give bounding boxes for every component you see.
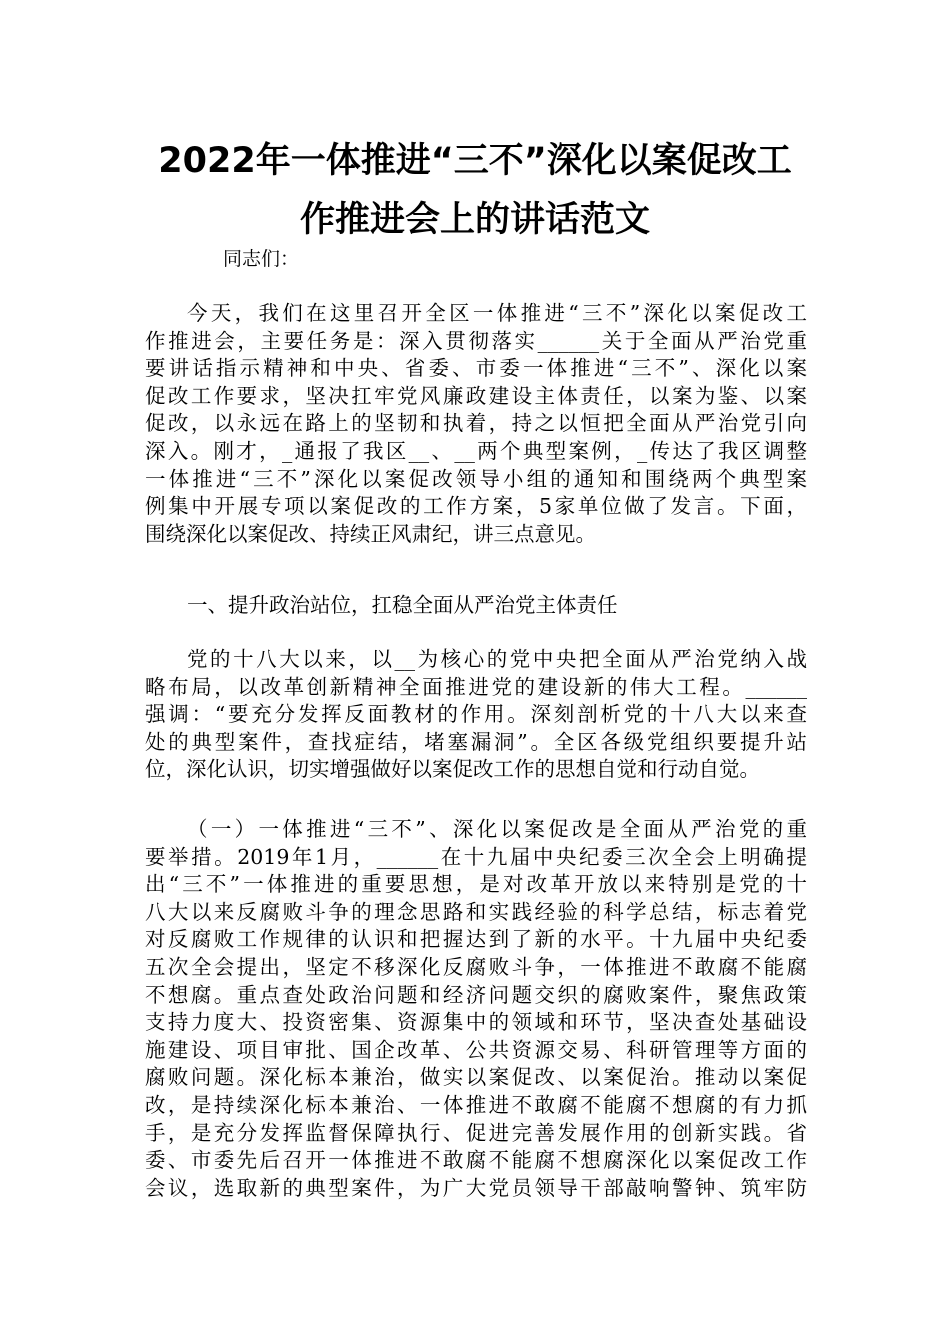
paragraph-3	[145, 816, 807, 1202]
paragraph-1	[145, 300, 807, 548]
paragraph-line: 支持力度大、投资密集、资源集中的领域和环节，坚决查处基础设	[145, 1010, 807, 1035]
section-heading: 一、提升政治站位，扛稳全面从严治党主体责任	[187, 593, 618, 617]
paragraph-line: 强调：“要充分发挥反面教材的作用。深刻剖析党的十八大以来查	[145, 702, 807, 727]
paragraph-line: 今天，我们在这里召开全区一体推进“三不”深化以案促改工	[187, 301, 807, 325]
paragraph-line: 党的十八大以来，以__为核心的党中央把全面从严治党纳入战	[187, 647, 807, 671]
paragraph-line: 腐败问题。深化标本兼治，做实以案促改、以案促治。推动以案促	[145, 1065, 807, 1090]
paragraph-line: 深入。刚才，_通报了我区__、__两个典型案例，_传达了我区调整	[145, 438, 807, 463]
paragraph-line: 例集中开展专项以案促改的工作方案，5家单位做了发言。下面，	[145, 494, 807, 519]
paragraph-line: 五次全会提出，坚定不移深化反腐败斗争，一体推进不敢腐不能腐	[145, 954, 807, 979]
paragraph-line: 要讲话指示精神和中央、省委、市委一体推进“三不”、深化以案	[145, 356, 807, 381]
paragraph-line: 处的典型案件，查找症结，堵塞漏洞”。全区各级党组织要提升站	[145, 729, 807, 754]
paragraph-line: 位，深化认识，切实增强做好以案促改工作的思想自觉和行动自觉。	[145, 757, 760, 782]
paragraph-line: 会议，选取新的典型案件，为广大党员领导干部敲响警钟、筑牢防	[145, 1175, 807, 1200]
salutation: 同志们：	[223, 248, 300, 270]
paragraph-line: （一）一体推进“三不”、深化以案促改是全面从严治党的重	[187, 817, 807, 841]
paragraph-line: 委、市委先后召开一体推进不敢腐不能腐不想腐深化以案促改工作	[145, 1148, 807, 1173]
paragraph-line: 八大以来反腐败斗争的理念思路和实践经验的科学总结，标志着党	[145, 899, 807, 924]
paragraph-line: 围绕深化以案促改、持续正风肃纪，讲三点意见。	[145, 521, 596, 546]
title-line: 作推进会上的讲话范文	[299, 200, 650, 240]
paragraph-2	[145, 646, 807, 784]
document-title	[120, 132, 830, 250]
paragraph-line: 手，是充分发挥监督保障执行、促进完善发展作用的创新实践。省	[145, 1120, 807, 1145]
paragraph-line: 出“三不”一体推进的重要思想，是对改革开放以来特别是党的十	[145, 872, 807, 897]
paragraph-line: 略布局，以改革创新精神全面推进党的建设新的伟大工程。______	[145, 674, 807, 699]
paragraph-line: 施建设、项目审批、国企改革、公共资源交易、科研管理等方面的	[145, 1037, 807, 1062]
paragraph-line: 要举措。2019年1月，______在十九届中央纪委三次全会上明确提	[145, 844, 807, 869]
paragraph-line: 改，是持续深化标本兼治、一体推进不敢腐不能腐不想腐的有力抓	[145, 1092, 807, 1117]
paragraph-line: 对反腐败工作规律的认识和把握达到了新的水平。十九届中央纪委	[145, 927, 807, 952]
title-line: 2022年一体推进“三不”深化以案促改工	[158, 141, 792, 181]
paragraph-line: 促改工作要求，坚决扛牢党风廉政建设主体责任，以案为鉴、以案	[145, 383, 807, 408]
paragraph-line: 一体推进“三不”深化以案促改领导小组的通知和围绕两个典型案	[145, 466, 807, 491]
paragraph-line: 作推进会，主要任务是：深入贯彻落实______关于全面从严治党重	[145, 328, 807, 353]
paragraph-line: 不想腐。重点查处政治问题和经济问题交织的腐败案件，聚焦政策	[145, 982, 807, 1007]
paragraph-line: 促改，以永远在路上的坚韧和执着，持之以恒把全面从严治党引向	[145, 411, 807, 436]
